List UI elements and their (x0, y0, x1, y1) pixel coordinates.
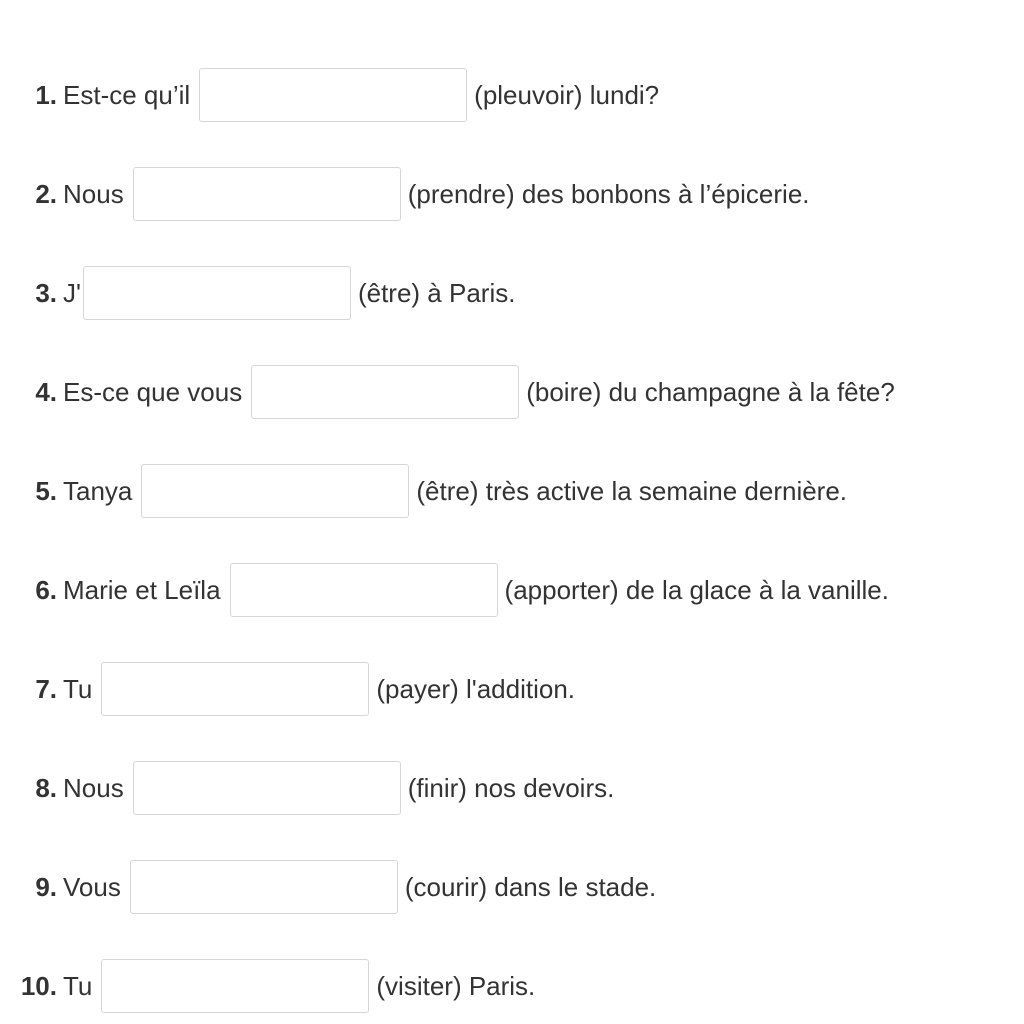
item-lead-text: Tu (63, 970, 93, 1001)
item-tail-text: (visiter) Paris. (376, 970, 536, 1001)
item-tail-text: (être) à Paris. (357, 277, 516, 308)
answer-input-4[interactable] (251, 365, 519, 419)
exercise-item-10 (0, 958, 535, 1014)
answer-input-7[interactable] (101, 662, 369, 716)
exercise-item-8 (0, 760, 614, 816)
item-tail-text: (payer) l'addition. (376, 673, 576, 704)
exercise-item-7 (0, 661, 575, 717)
item-lead-text: Est-ce qu’il (63, 79, 191, 110)
item-number: 1. (35, 79, 57, 110)
item-lead-text: Nous (63, 772, 124, 803)
answer-input-6[interactable] (230, 563, 498, 617)
item-number: 8. (35, 772, 57, 803)
answer-input-3[interactable] (83, 266, 351, 320)
item-lead-text: J' (63, 277, 81, 308)
answer-input-2[interactable] (133, 167, 401, 221)
item-number: 3. (35, 277, 57, 308)
item-number: 10. (20, 970, 57, 1001)
item-number: 5. (35, 475, 57, 506)
exercise-item-4 (0, 364, 895, 420)
item-number: 9. (35, 871, 57, 902)
item-lead-text: Marie et Leïla (63, 574, 221, 605)
item-tail-text: (boire) du champagne à la fête? (526, 376, 895, 407)
item-number: 4. (35, 376, 57, 407)
exercise-item-5 (0, 463, 847, 519)
item-number: 7. (35, 673, 57, 704)
item-lead-text: Tu (63, 673, 93, 704)
exercise-item-2 (0, 166, 810, 222)
answer-input-1[interactable] (199, 68, 467, 122)
item-tail-text: (apporter) de la glace à la vanille. (504, 574, 889, 605)
answer-input-9[interactable] (130, 860, 398, 914)
item-tail-text: (finir) nos devoirs. (407, 772, 615, 803)
item-tail-text: (être) très active la semaine dernière. (416, 475, 848, 506)
answer-input-10[interactable] (101, 959, 369, 1013)
item-lead-text: Tanya (63, 475, 133, 506)
answer-input-5[interactable] (141, 464, 409, 518)
exercise-item-6 (0, 562, 889, 618)
item-lead-text: Vous (63, 871, 121, 902)
item-number: 6. (35, 574, 57, 605)
item-lead-text: Es-ce que vous (63, 376, 243, 407)
item-number: 2. (35, 178, 57, 209)
exercise-item-1 (0, 67, 659, 123)
item-tail-text: (prendre) des bonbons à l’épicerie. (407, 178, 810, 209)
answer-input-8[interactable] (133, 761, 401, 815)
exercise-item-3 (0, 265, 515, 321)
exercise-item-9 (0, 859, 656, 915)
item-tail-text: (courir) dans le stade. (404, 871, 657, 902)
item-tail-text: (pleuvoir) lundi? (474, 79, 660, 110)
item-lead-text: Nous (63, 178, 124, 209)
